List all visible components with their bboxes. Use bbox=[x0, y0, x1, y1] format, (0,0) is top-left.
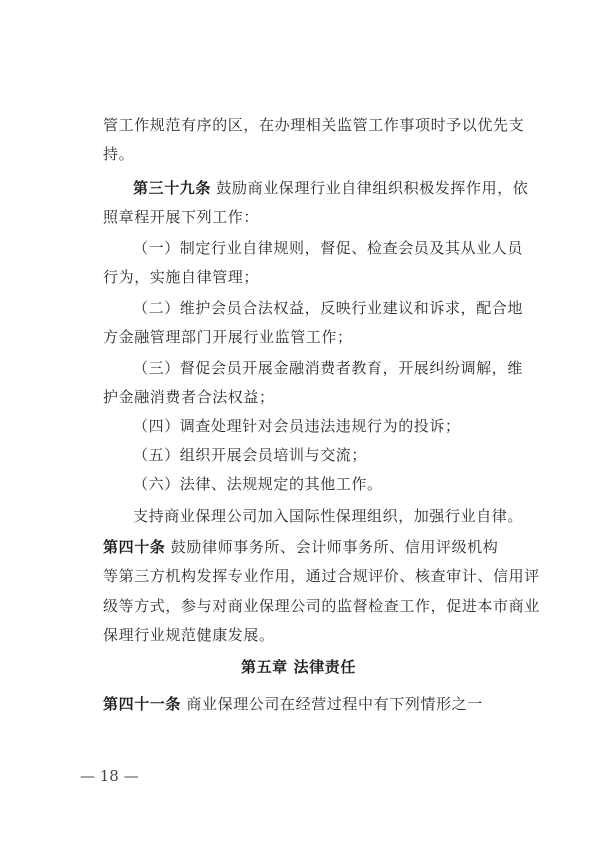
article-40-line bbox=[103, 537, 498, 557]
body-line bbox=[103, 566, 540, 586]
article-heading: 第四十一条 bbox=[103, 695, 182, 713]
body-line bbox=[103, 387, 275, 407]
line-text: （四）调查处理针对会员违法违规行为的投诉； bbox=[133, 417, 461, 435]
body-line bbox=[103, 207, 259, 227]
list-item-line bbox=[133, 298, 523, 318]
line-text: （六）法律、法规规定的其他工作。 bbox=[133, 475, 383, 493]
body-line bbox=[103, 115, 524, 135]
chapter-heading bbox=[0, 657, 597, 677]
article-heading: 第三十九条 bbox=[133, 179, 212, 197]
list-item-line bbox=[133, 358, 523, 378]
line-text: 鼓励律师事务所、会计师事务所、信用评级机构 bbox=[170, 538, 499, 556]
article-41-line bbox=[103, 694, 483, 714]
body-line bbox=[103, 625, 275, 645]
line-text: （二）维护会员合法权益，反映行业建议和诉求，配合地 bbox=[133, 299, 524, 317]
line-text: 行为，实施自律管理； bbox=[103, 268, 260, 286]
line-text: 方金融管理部门开展行业监管工作； bbox=[103, 328, 353, 346]
list-item-line bbox=[133, 238, 523, 258]
line-text: 商业保理公司在经营过程中有下列情形之一 bbox=[186, 695, 483, 713]
line-text: 等第三方机构发挥专业作用，通过合规评价、核查审计、信用评 bbox=[103, 567, 540, 585]
line-text: 级等方式，参与对商业保理公司的监督检查工作，促进本市商业 bbox=[103, 597, 540, 615]
list-item-line bbox=[133, 445, 367, 465]
line-text: 持。 bbox=[103, 145, 135, 163]
article-heading: 第四十条 bbox=[103, 538, 166, 556]
page-number: — 18 — bbox=[80, 767, 139, 785]
line-text: 鼓励商业保理行业自律组织积极发挥作用，依 bbox=[216, 179, 529, 197]
chapter-title: 第五章 法律责任 bbox=[240, 658, 357, 676]
line-text: 保理行业规范健康发展。 bbox=[103, 626, 275, 644]
body-line bbox=[133, 506, 523, 526]
line-text: 支持商业保理公司加入国际性保理组织，加强行业自律。 bbox=[133, 507, 524, 525]
line-text: （一）制定行业自律规则，督促、检查会员及其从业人员 bbox=[133, 239, 524, 257]
list-item-line bbox=[133, 416, 461, 436]
list-item-line bbox=[133, 474, 383, 494]
line-text: （三）督促会员开展金融消费者教育，开展纠纷调解，维 bbox=[133, 359, 524, 377]
body-line bbox=[103, 596, 540, 616]
line-text: 护金融消费者合法权益； bbox=[103, 388, 275, 406]
line-text: 照章程开展下列工作： bbox=[103, 208, 260, 226]
article-39-line bbox=[133, 178, 528, 198]
line-text: 管工作规范有序的区，在办理相关监管工作事项时予以优先支 bbox=[103, 116, 525, 134]
body-line bbox=[103, 327, 353, 347]
body-line bbox=[103, 144, 134, 164]
body-line bbox=[103, 267, 259, 287]
line-text: （五）组织开展会员培训与交流； bbox=[133, 446, 368, 464]
